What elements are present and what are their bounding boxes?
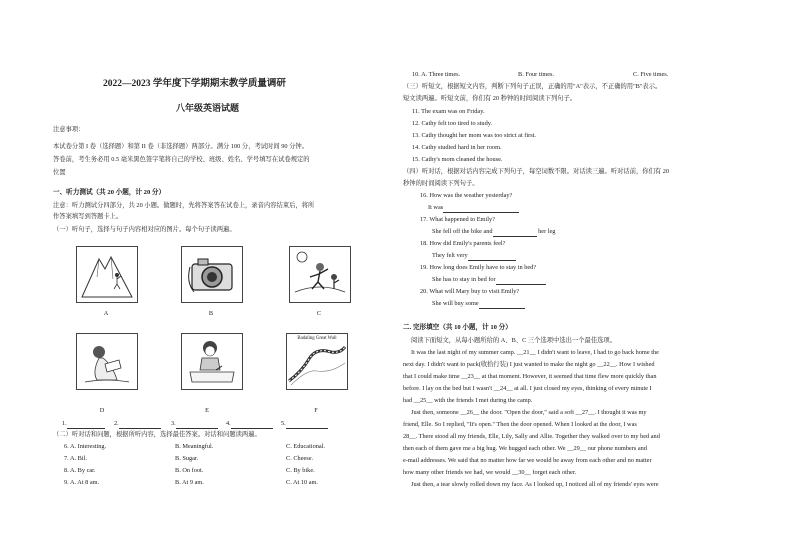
part4-instructions: 秒钟的时间阅读下列句子。 bbox=[403, 180, 479, 187]
picture-e-label: E bbox=[205, 407, 209, 414]
picture-f-label: F bbox=[314, 407, 318, 414]
passage-line: had __25__ with the friends I met during the camp. bbox=[403, 397, 533, 404]
answer-blank-label: 4. bbox=[226, 420, 231, 427]
passage-line: then each of them gave me a big hug. We hugged each other. We __29__ our phone numbers and bbox=[403, 445, 647, 452]
fill-answer-prefix: She will buy some bbox=[432, 300, 479, 307]
answer-blank-2[interactable] bbox=[114, 420, 161, 429]
section2-title: 二. 完形填空（共 10 小题，计 10 分） bbox=[403, 324, 512, 331]
passage-line: e-mail addresses. We said that no matter how far we would be away from each other and no matter bbox=[403, 457, 652, 464]
picture-b-label: B bbox=[208, 310, 214, 317]
passage-line: how many other friends we had, we would __30__ forget each other. bbox=[403, 469, 577, 476]
answer-blank-4[interactable] bbox=[226, 420, 273, 429]
picture-a bbox=[76, 246, 138, 303]
section2-intro: 阅读下面短文，从每小题所给的 A、B、C 三个选项中选出一个最佳选项。 bbox=[411, 337, 617, 344]
passage-line: It was the last night of my summer camp. __21__ I didn't want to leave, I had to go back home the bbox=[411, 349, 659, 356]
q6-option-a[interactable]: 6. A. Interesting. bbox=[64, 443, 107, 450]
answer-blank-label: 3. bbox=[171, 420, 176, 427]
section1-note: 注意：听力测试分四部分，共 20 小题。做题时，先将答案答在试卷上，录音内容结束后，将所 bbox=[53, 202, 315, 209]
notice-line: 位置 bbox=[53, 169, 66, 176]
fill-question-17: 17. What happened to Emily? bbox=[420, 216, 495, 223]
tf-item-14: 14. Cathy studied hard in her room. bbox=[412, 144, 502, 151]
tf-item-11: 11. The exam was on Friday. bbox=[412, 108, 485, 115]
passage-line: next day. I didn't want to pack(收拾行装) I just wanted to make the night go __22__. How I wished bbox=[403, 361, 655, 368]
fill-answer-prefix: She fell off the bike and bbox=[432, 228, 493, 235]
part4-instructions: （四）听对话，根据对话内容完成下列句子，每空词数不限。对话读三遍。听对话前，你们有 20 bbox=[403, 168, 670, 175]
picture-c bbox=[289, 246, 351, 303]
fill-answer-18[interactable] bbox=[432, 252, 516, 261]
fill-answer-19[interactable] bbox=[432, 276, 546, 285]
picture-f bbox=[286, 333, 348, 390]
tf-item-13: 13. Cathy thought her mom was too strict at first. bbox=[412, 132, 536, 139]
fill-answer-16[interactable] bbox=[428, 204, 519, 213]
q10-option-b[interactable]: B. Four times. bbox=[518, 71, 555, 78]
picture-c-label: C bbox=[316, 310, 322, 317]
picture-a-label: A bbox=[103, 310, 109, 317]
fill-question-20: 20. What will Mary buy to visit Emily? bbox=[420, 288, 520, 295]
fill-question-19: 19. How long does Emily have to stay in bed? bbox=[420, 264, 537, 271]
q10-option-c[interactable]: C. Five times. bbox=[633, 71, 669, 78]
passage-line: before. I lay on the bed but I wasn't __24__ at all. I just closed my eyes, thinking of every minute I bbox=[403, 385, 652, 392]
page-title: 2022—2023 学年度下学期期末教学质量调研 bbox=[103, 79, 286, 89]
q6-option-c[interactable]: C. Educational. bbox=[286, 443, 325, 450]
tf-item-12: 12. Cathy felt too tired to study. bbox=[412, 120, 493, 127]
passage-line: friend, Elle. So I replied, "It's open." Then the door opened. When I looked at the door, I was bbox=[403, 421, 637, 428]
picture-f-caption: Badaling Great Wall bbox=[297, 336, 337, 341]
part1-title: （一）听句子，选择与句子内容相对应的图片。每个句子读两遍。 bbox=[53, 226, 236, 233]
answer-blank-label: 1. bbox=[62, 420, 67, 427]
answer-blank-5[interactable] bbox=[281, 420, 328, 429]
picture-b bbox=[181, 246, 243, 303]
fill-answer-suffix: her leg bbox=[538, 228, 556, 235]
answer-blank-label: 5. bbox=[281, 420, 286, 427]
q7-option-c[interactable]: C. Cheese. bbox=[286, 455, 314, 462]
q10-option-a[interactable]: 10. A. Three times. bbox=[412, 71, 461, 78]
part2-title: （二）听对话和问题，根据所听内容，选择最佳答案。对话和问题读两遍。 bbox=[53, 431, 261, 438]
fill-answer-prefix: It was bbox=[428, 204, 444, 211]
fill-answer-prefix: She has to stay in bed for bbox=[432, 276, 496, 283]
picture-d-label: D bbox=[99, 407, 105, 414]
camera-icon bbox=[182, 247, 242, 302]
answer-blank-1[interactable] bbox=[62, 420, 105, 429]
notice-line: 本试卷分第 I 卷（选择题）和第 II 卷（非选择题）两部分。满分 100 分，考试时间 90 分钟。 bbox=[53, 143, 309, 150]
q8-option-a[interactable]: 8. A. By car. bbox=[64, 467, 96, 474]
section1-title: 一、听力测试（共 20 小题，计 20 分） bbox=[53, 189, 166, 196]
tf-item-15: 15. Cathy's mom cleaned the house. bbox=[412, 156, 503, 163]
fill-question-16: 16. How was the weather yesterday? bbox=[420, 192, 513, 199]
girl-writing-icon bbox=[182, 334, 242, 389]
children-playing-icon bbox=[290, 247, 350, 302]
fill-question-18: 18. How did Emily's parents feel? bbox=[420, 240, 506, 247]
q9-option-c[interactable]: C. At 10 am. bbox=[286, 479, 319, 486]
passage-line: that I could make time __23__ at that moment. However, it seemed that time flew more quickly than bbox=[403, 373, 657, 380]
passage-line: Just then, someone __26__ the door. "Open the door," said a soft __27__. I thought it was my bbox=[411, 409, 647, 416]
passage-line: Just then, a tear slowly rolled down my face. As I looked up, I noticed all of my friends' eyes were bbox=[411, 481, 659, 488]
exam-subtitle: 八年级英语试题 bbox=[176, 103, 240, 113]
q8-option-b[interactable]: B. On foot. bbox=[175, 467, 204, 474]
q6-option-b[interactable]: B. Meaningful. bbox=[175, 443, 214, 450]
part3-instructions: 短文读两遍。听短文前，你们有 20 秒钟的时间阅读下列句子。 bbox=[403, 95, 577, 102]
q7-option-b[interactable]: B. Sugar. bbox=[175, 455, 199, 462]
fill-answer-20[interactable] bbox=[432, 300, 525, 309]
great-wall-icon bbox=[287, 341, 347, 385]
answer-blank-3[interactable] bbox=[171, 420, 218, 429]
q7-option-a[interactable]: 7. A. Bil. bbox=[64, 455, 87, 462]
mountain-climber-icon bbox=[77, 247, 137, 302]
fill-answer-prefix: They felt very bbox=[432, 252, 468, 259]
section1-note: 作答案填写到答题卡上。 bbox=[53, 213, 123, 220]
girl-reading-icon bbox=[77, 334, 137, 389]
passage-line: 28__. There stood all my friends, Elle, Lily, Sally and Allie. Together they walked over to my bed and bbox=[403, 433, 660, 440]
notice-label: 注意事项： bbox=[53, 126, 85, 133]
part3-instructions: （三）听短文，根据短文内容，判断下列句子正误，正确的用"A"表示，不正确的用"B"表示。 bbox=[403, 83, 662, 90]
q8-option-c[interactable]: C. By bike. bbox=[286, 467, 315, 474]
q9-option-a[interactable]: 9. A. At 8 am. bbox=[64, 479, 100, 486]
q9-option-b[interactable]: B. At 9 am. bbox=[175, 479, 204, 486]
picture-d bbox=[76, 333, 138, 390]
answer-blank-label: 2. bbox=[114, 420, 119, 427]
fill-answer-17[interactable] bbox=[432, 228, 555, 237]
notice-line: 答卷前，考生务必用 0.5 毫米黑色签字笔将自己的学校、班级、姓名、学号填写在试卷规定的 bbox=[53, 156, 310, 163]
picture-e bbox=[181, 333, 243, 390]
